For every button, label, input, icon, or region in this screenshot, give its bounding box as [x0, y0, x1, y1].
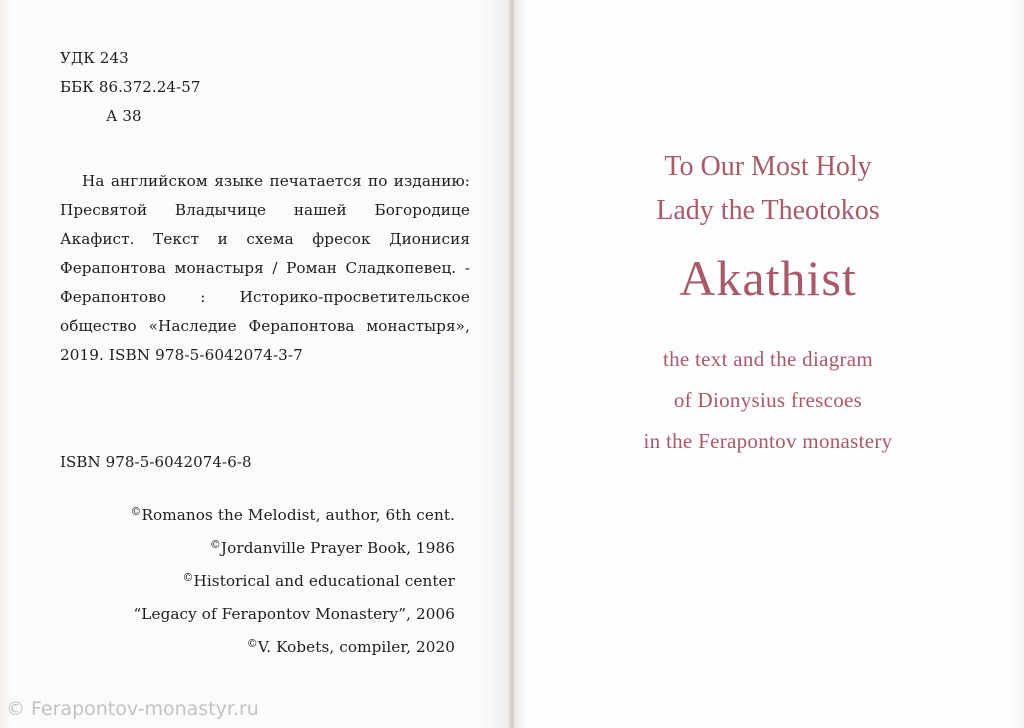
credit-line: [95, 563, 455, 596]
copyright-symbol: ©: [246, 637, 258, 650]
copyright-symbol: ©: [130, 505, 142, 518]
subtitle: [512, 339, 1024, 462]
credit-text: Historical and educational center: [193, 572, 455, 590]
title-line: Lady the Theotokos: [656, 195, 880, 226]
subtitle-line: in the Ferapontov monastery: [643, 429, 893, 453]
credit-line: [95, 629, 455, 662]
copyright-symbol: ©: [182, 571, 194, 584]
copyright-symbol: ©: [209, 538, 221, 551]
credit-text: Romanos the Melodist, author, 6th cent.: [141, 506, 455, 524]
copyright-credits: [95, 497, 455, 662]
credit-text: “Legacy of Ferapontov Monastery”, 2006: [133, 605, 455, 623]
credit-line: [95, 497, 455, 530]
credit-text: Jordanville Prayer Book, 1986: [220, 539, 455, 557]
site-watermark: © Ferapontov-monastyr.ru: [6, 698, 259, 720]
credit-line: [95, 530, 455, 563]
credit-text: V. Kobets, compiler, 2020: [257, 638, 455, 656]
isbn: ISBN 978-5-6042074-6-8: [60, 453, 252, 471]
main-title: Akathist: [679, 250, 857, 306]
subtitle-line: the text and the diagram: [662, 347, 874, 371]
subtitle-line: of Dionysius frescoes: [673, 388, 863, 412]
credit-line: [95, 596, 455, 629]
udk-code: УДК 243: [60, 49, 129, 67]
title-dedication: [512, 145, 1024, 233]
bbk-code: ББК 86.372.24-57: [60, 78, 201, 96]
author-mark: А 38: [106, 107, 142, 125]
title-line: To Our Most Holy: [664, 151, 872, 182]
paragraph-text: На английском языке печатается по изданию: Пресвятой Владычице нашей Богородице Акафист. Текст и схема фресок Дионисия Ферапонтова монастыря / Роман Сладкопевец. - Ферапонтово : Историко-просветительское общество «Наследие Ферапонтова монастыря», 2019. ISBN 978-5-6042074-3-7: [60, 172, 470, 364]
source-edition-paragraph: [60, 167, 470, 370]
